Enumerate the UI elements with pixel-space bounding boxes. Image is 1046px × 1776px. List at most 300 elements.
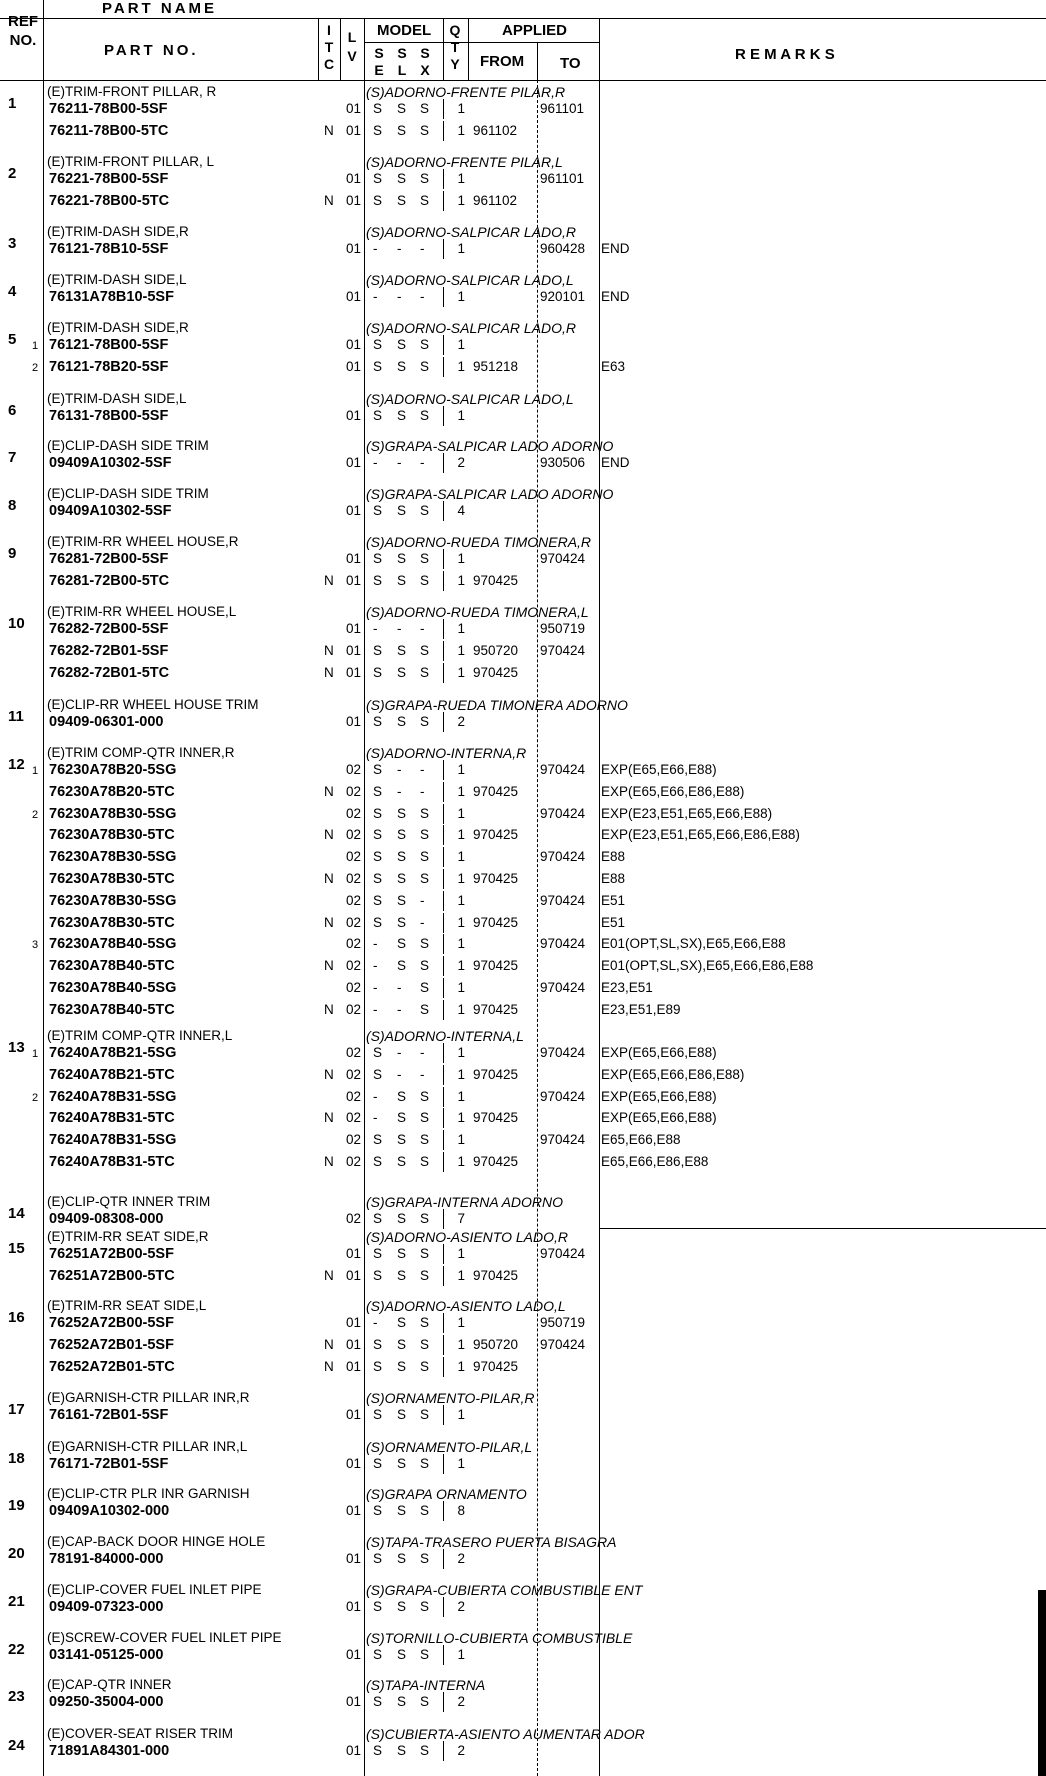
- applied-from: 970425: [473, 664, 519, 680]
- part-name-es: (S)ADORNO-INTERNA,R: [366, 745, 527, 761]
- qty-divider: [443, 1313, 444, 1333]
- model-flag: S: [420, 1315, 430, 1330]
- sub-number: 2: [32, 808, 39, 821]
- part-number: 76230A78B40-5SG: [49, 936, 177, 953]
- part-name-es: (S)ADORNO-ASIENTO LADO,R: [366, 1229, 568, 1245]
- model-flag: S: [373, 1267, 383, 1283]
- model-flag: -: [420, 783, 425, 799]
- ref-number: 22: [8, 1641, 25, 1658]
- part-number: 76221-78B00-5TC: [49, 192, 170, 209]
- applied-from: 970425: [473, 958, 519, 974]
- part-number: 76252A72B01-5SF: [49, 1336, 174, 1353]
- qty-value: 1: [457, 358, 465, 374]
- part-number: 76240A78B31-5TC: [49, 1110, 175, 1127]
- qty-header-t: T: [450, 39, 460, 55]
- part-name-en: (E)TRIM-RR WHEEL HOUSE,L: [47, 604, 237, 619]
- itc-flag: N: [324, 783, 334, 799]
- model-flag: S: [373, 1132, 383, 1148]
- applied-to: 970424: [540, 980, 586, 995]
- applied-from: 970425: [473, 1358, 519, 1374]
- ref-number: 13: [8, 1039, 25, 1056]
- qty-divider: [443, 501, 444, 521]
- model-flag: S: [397, 1088, 407, 1104]
- model-flag: -: [373, 958, 378, 974]
- level-value: 02: [346, 1088, 362, 1104]
- applied-to: 970424: [540, 1132, 586, 1148]
- part-name-es: (S)ADORNO-RUEDA TIMONERA,R: [366, 534, 592, 550]
- itc-flag: N: [324, 192, 334, 208]
- part-number: 76121-78B00-5SF: [49, 337, 169, 353]
- sub-number: 1: [32, 1048, 39, 1060]
- ref-number: 24: [8, 1737, 25, 1754]
- model-flag: S: [397, 871, 407, 886]
- applied-to: 970424: [540, 1088, 586, 1104]
- level-value: 01: [346, 455, 362, 470]
- model-flag: -: [397, 1045, 402, 1060]
- qty-divider: [443, 1335, 444, 1355]
- qty-divider: [443, 1454, 444, 1474]
- qty-divider: [443, 1065, 444, 1085]
- model-flag: S: [397, 1246, 407, 1261]
- model-flag: -: [397, 621, 402, 636]
- ref-header-line1: REF: [8, 13, 38, 30]
- qty-divider: [443, 934, 444, 954]
- qty-divider: [443, 1266, 444, 1286]
- part-name-es: (S)ADORNO-SALPICAR LADO,R: [366, 224, 577, 240]
- model-flag: S: [373, 805, 383, 821]
- model-flag: S: [373, 1503, 383, 1518]
- model-flag: S: [397, 1694, 407, 1709]
- model-flag: S: [397, 958, 407, 974]
- qty-value: 1: [457, 762, 465, 777]
- itc-flag: N: [324, 122, 334, 138]
- part-number: 76230A78B30-5TC: [49, 871, 175, 887]
- qty-divider: [443, 1692, 444, 1712]
- part-name-es: (S)TORNILLO-CUBIERTA COMBUSTIBLE: [366, 1630, 633, 1646]
- model-flag: S: [420, 958, 430, 974]
- part-number: 76230A78B40-5TC: [49, 1001, 175, 1018]
- model-flag: S: [420, 805, 430, 821]
- qty-divider: [443, 847, 444, 867]
- model-flag: S: [420, 1694, 430, 1709]
- model-flag: S: [420, 337, 430, 352]
- applied-to: 970424: [540, 762, 586, 777]
- qty-value: 1: [457, 621, 465, 636]
- ref-number: 6: [8, 402, 17, 419]
- remarks-value: E65,E66,E88: [601, 1132, 681, 1148]
- model-flag: S: [397, 503, 407, 518]
- applied-from: 961102: [473, 122, 518, 138]
- model-flag: S: [397, 914, 407, 930]
- part-number: 09409-08308-000: [49, 1211, 164, 1227]
- model-flag: -: [373, 1088, 378, 1104]
- model-flag: S: [397, 892, 407, 908]
- itc-flag: N: [324, 1066, 334, 1082]
- applied-to: 970424: [540, 1246, 586, 1261]
- level-value: 02: [346, 936, 362, 952]
- part-number: 76251A72B00-5TC: [49, 1267, 175, 1284]
- qty-divider: [443, 239, 444, 259]
- model-flag: S: [397, 1110, 407, 1126]
- ref-number: 23: [8, 1688, 25, 1705]
- model-flag: S: [420, 358, 430, 374]
- qty-value: 1: [457, 914, 465, 930]
- model-flag: -: [397, 241, 402, 256]
- model-flag: S: [397, 805, 407, 821]
- model-flag: S: [373, 122, 383, 138]
- part-name-en: (E)COVER-SEAT RISER TRIM: [47, 1726, 234, 1741]
- applied-to: 970424: [540, 849, 586, 865]
- ref-number: 11: [8, 708, 24, 725]
- remarks-value: EXP(E23,E51,E65,E66,E88): [601, 805, 773, 821]
- part-number: 76240A78B31-5TC: [49, 1154, 175, 1170]
- qty-divider: [443, 287, 444, 307]
- model-flag: S: [420, 171, 430, 186]
- qty-value: 1: [457, 1647, 465, 1662]
- part-number: 76251A72B00-5SF: [49, 1246, 174, 1262]
- qty-divider: [443, 619, 444, 639]
- applied-header: APPLIED: [502, 22, 568, 39]
- qty-value: 1: [457, 827, 465, 843]
- model-flag: S: [397, 1267, 407, 1283]
- ref-number: 8: [8, 497, 17, 514]
- lv-header-l: L: [347, 29, 357, 45]
- part-number: 76161-72B01-5SF: [49, 1407, 169, 1423]
- part-name-es: (S)ADORNO-SALPICAR LADO,R: [366, 320, 577, 336]
- part-name-en: (E)TRIM-DASH SIDE,L: [47, 272, 187, 287]
- qty-value: 1: [457, 1154, 465, 1169]
- qty-divider: [443, 1244, 444, 1264]
- level-value: 02: [346, 1154, 362, 1169]
- from-header: FROM: [480, 53, 525, 70]
- itc-flag: N: [324, 1154, 334, 1169]
- model-flag: S: [373, 1211, 383, 1226]
- qty-divider: [443, 1108, 444, 1128]
- part-name-en: (E)TRIM-RR SEAT SIDE,L: [47, 1298, 207, 1313]
- ref-number: 15: [8, 1240, 25, 1257]
- model-flag: S: [373, 358, 383, 374]
- qty-divider: [443, 1501, 444, 1521]
- applied-to: 970424: [540, 805, 586, 821]
- part-name-es: (S)ADORNO-FRENTE PILAR,L: [366, 154, 563, 170]
- model-flag: S: [397, 1132, 407, 1148]
- part-name-en: (E)CLIP-QTR INNER TRIM: [47, 1194, 211, 1209]
- part-number: 76240A78B31-5SG: [49, 1132, 177, 1149]
- part-number: 76252A72B01-5TC: [49, 1358, 175, 1375]
- applied-from: 970425: [473, 1001, 519, 1017]
- level-value: 01: [346, 642, 362, 658]
- part-name-es: (S)ADORNO-ASIENTO LADO,L: [366, 1298, 566, 1314]
- part-name-es: (S)ADORNO-RUEDA TIMONERA,L: [366, 604, 589, 620]
- part-number: 76230A78B30-5TC: [49, 827, 175, 844]
- applied-from: 970425: [473, 1154, 519, 1169]
- sub-number: 1: [32, 340, 39, 352]
- qty-divider: [443, 1000, 444, 1020]
- part-name-en: (E)TRIM-FRONT PILLAR, L: [47, 154, 215, 169]
- lv-header: [345, 28, 359, 66]
- level-value: 01: [346, 1407, 362, 1422]
- applied-to: 970424: [540, 892, 586, 908]
- qty-divider: [443, 641, 444, 661]
- part-number: 76230A78B40-5SG: [49, 980, 177, 996]
- model-flag: S: [373, 101, 383, 116]
- remarks-value: EXP(E23,E51,E65,E66,E86,E88): [601, 827, 800, 843]
- ref-number: 18: [8, 1450, 25, 1467]
- model-flag: S: [373, 408, 383, 423]
- itc-column-line: [318, 18, 319, 80]
- qty-divider: [443, 1597, 444, 1617]
- model-flag: -: [373, 1001, 378, 1017]
- itc-flag: N: [324, 871, 334, 886]
- ref-number: 5: [8, 331, 17, 348]
- ref-number: 10: [8, 615, 25, 632]
- model-flag: S: [420, 1132, 430, 1148]
- model-flag: S: [420, 1267, 430, 1283]
- model-flag: S: [420, 122, 430, 138]
- part-name-en: (E)SCREW-COVER FUEL INLET PIPE: [47, 1630, 282, 1645]
- applied-to: 960428: [540, 241, 586, 256]
- part-name-en: (E)TRIM COMP-QTR INNER,L: [47, 1028, 233, 1043]
- qty-value: 1: [457, 1246, 465, 1261]
- model-flag: S: [420, 642, 430, 658]
- qty-column-line-left: [443, 18, 444, 80]
- qty-divider: [443, 663, 444, 683]
- qty-divider: [443, 913, 444, 933]
- model-flag: S: [420, 871, 430, 886]
- remarks-value: E23,E51: [601, 980, 653, 995]
- ref-number: 20: [8, 1545, 25, 1562]
- qty-value: 1: [457, 1358, 465, 1374]
- remarks-column-line: [599, 18, 600, 1776]
- qty-column-line-right: [468, 18, 469, 80]
- part-number: 03141-05125-000: [49, 1647, 164, 1663]
- header-top-line: [0, 18, 1046, 19]
- model-flag: S: [397, 1211, 407, 1226]
- part-name-es: (S)ADORNO-SALPICAR LADO,L: [366, 391, 574, 407]
- qty-divider: [443, 825, 444, 845]
- qty-value: 1: [457, 241, 465, 256]
- part-number: 76282-72B01-5TC: [49, 664, 170, 681]
- applied-to: 950719: [540, 1315, 586, 1330]
- part-name-es: (S)ADORNO-INTERNA,L: [366, 1028, 524, 1044]
- qty-value: 1: [457, 642, 465, 658]
- to-header: TO: [560, 55, 581, 72]
- model-flag: S: [397, 1551, 407, 1566]
- model-flag: -: [373, 1315, 378, 1330]
- model-flag: S: [397, 1456, 407, 1471]
- qty-divider: [443, 571, 444, 591]
- itc-header-i: I: [327, 22, 331, 38]
- level-value: 01: [346, 1551, 362, 1566]
- part-name-es: (S)ORNAMENTO-PILAR,R: [366, 1390, 535, 1406]
- page-edge-mark: [1038, 1590, 1046, 1776]
- itc-flag: N: [324, 1110, 334, 1126]
- model-flag: S: [420, 192, 430, 208]
- level-value: 01: [346, 1267, 362, 1283]
- qty-value: 2: [457, 1694, 465, 1709]
- applied-to: 950719: [540, 621, 586, 636]
- model-flag: -: [397, 783, 402, 799]
- remarks-value: EXP(E65,E66,E88): [601, 762, 717, 777]
- level-value: 01: [346, 1315, 362, 1330]
- qty-value: 1: [457, 1088, 465, 1104]
- model-flag: -: [397, 1001, 402, 1017]
- part-name-en: (E)CLIP-COVER FUEL INLET PIPE: [47, 1582, 262, 1597]
- model-flag: -: [373, 621, 378, 636]
- sub-number: 2: [32, 361, 39, 374]
- model-flag: S: [397, 1743, 407, 1758]
- qty-value: 2: [457, 714, 465, 729]
- itc-flag: N: [324, 664, 334, 680]
- part-name-en: (E)GARNISH-CTR PILLAR INR,L: [47, 1439, 248, 1454]
- model-flag: S: [397, 1358, 407, 1374]
- model-flag: S: [397, 122, 407, 138]
- remarks-value: E65,E66,E86,E88: [601, 1154, 709, 1169]
- level-value: 01: [346, 572, 362, 588]
- level-value: 02: [346, 1132, 362, 1148]
- applied-from: 970425: [473, 783, 519, 799]
- model-flag: S: [373, 1743, 383, 1758]
- qty-value: 1: [457, 1267, 465, 1283]
- remarks-value: EXP(E65,E66,E86,E88): [601, 1066, 745, 1082]
- qty-value: 1: [457, 1001, 465, 1017]
- model-flag: -: [397, 1066, 402, 1082]
- part-number: 76230A78B20-5SG: [49, 762, 177, 778]
- level-value: 01: [346, 1647, 362, 1662]
- remarks-value: E01(OPT,SL,SX),E65,E66,E88: [601, 936, 786, 952]
- qty-value: 1: [457, 192, 465, 208]
- qty-value: 1: [457, 1456, 465, 1471]
- model-col-sx: [418, 45, 432, 79]
- model-flag: -: [397, 980, 402, 995]
- model-flag: S: [373, 572, 383, 588]
- model-header: MODEL: [377, 22, 432, 39]
- level-value: 02: [346, 1110, 362, 1126]
- model-flag: S: [420, 1551, 430, 1566]
- applied-from: 950720: [473, 1336, 519, 1352]
- remarks-value: END: [601, 241, 630, 256]
- itc-flag: N: [324, 642, 334, 658]
- qty-value: 1: [457, 1132, 465, 1148]
- part-name-es: (S)GRAPA-INTERNA ADORNO: [366, 1194, 564, 1210]
- model-flag: S: [420, 936, 430, 952]
- part-number: 76282-72B01-5SF: [49, 642, 169, 659]
- level-value: 02: [346, 892, 362, 908]
- part-name-en: (E)CLIP-DASH SIDE TRIM: [47, 486, 209, 501]
- qty-value: 1: [457, 289, 465, 304]
- qty-divider: [443, 1645, 444, 1665]
- model-flag: -: [373, 289, 378, 304]
- part-number: 76230A78B30-5TC: [49, 914, 175, 931]
- level-value: 02: [346, 914, 362, 930]
- model-flag: -: [373, 980, 378, 995]
- model-flag: S: [420, 827, 430, 843]
- remarks-value: EXP(E65,E66,E88): [601, 1045, 717, 1060]
- part-number: 09409-06301-000: [49, 714, 164, 730]
- qty-value: 1: [457, 958, 465, 974]
- part-number: 76240A78B21-5TC: [49, 1066, 175, 1083]
- model-flag: -: [397, 762, 402, 777]
- model-col-sl-1: S: [397, 45, 407, 61]
- itc-flag: N: [324, 827, 334, 843]
- applied-to: 961101: [540, 101, 585, 116]
- qty-value: 1: [457, 551, 465, 566]
- table-section-line: [600, 1228, 1046, 1229]
- ref-number: 9: [8, 545, 17, 562]
- model-flag: S: [373, 551, 383, 566]
- model-flag: S: [420, 1456, 430, 1471]
- model-flag: S: [373, 1694, 383, 1709]
- applied-from: 961102: [473, 192, 518, 208]
- part-number: 76211-78B00-5TC: [49, 122, 169, 139]
- part-name-en: (E)TRIM-RR WHEEL HOUSE,R: [47, 534, 239, 549]
- part-name-es: (S)ADORNO-SALPICAR LADO,L: [366, 272, 574, 288]
- qty-divider: [443, 760, 444, 780]
- part-number: 76121-78B20-5SF: [49, 358, 169, 375]
- sub-number: 2: [32, 1091, 39, 1104]
- model-col-se-2: E: [374, 62, 384, 78]
- model-flag: S: [373, 1358, 383, 1374]
- qty-divider: [443, 804, 444, 824]
- qty-value: 7: [457, 1211, 465, 1226]
- model-flag: S: [420, 1246, 430, 1261]
- qty-value: 4: [457, 503, 465, 518]
- level-value: 02: [346, 805, 362, 821]
- part-name-es: (S)GRAPA ORNAMENTO: [366, 1486, 527, 1502]
- remarks-header: R E M A R K S: [735, 46, 835, 63]
- part-number: 09250-35004-000: [49, 1694, 164, 1710]
- part-number: 76230A78B30-5SG: [49, 849, 177, 866]
- model-flag: -: [420, 289, 425, 304]
- model-flag: -: [373, 455, 378, 470]
- applied-from: 970425: [473, 871, 519, 886]
- part-number: 76240A78B21-5SG: [49, 1045, 177, 1061]
- model-flag: S: [397, 642, 407, 658]
- part-number: 76171-72B01-5SF: [49, 1456, 169, 1472]
- qty-divider: [443, 978, 444, 998]
- level-value: 02: [346, 783, 362, 799]
- itc-flag: N: [324, 1336, 334, 1352]
- remarks-value: E23,E51,E89: [601, 1001, 681, 1017]
- level-value: 01: [346, 358, 362, 374]
- header-bottom-line: [0, 80, 1046, 81]
- part-name-en: (E)GARNISH-CTR PILLAR INR,R: [47, 1390, 250, 1405]
- model-flag: S: [420, 1599, 430, 1614]
- part-name-es: (S)ORNAMENTO-PILAR,L: [366, 1439, 533, 1455]
- ref-number: 12: [8, 756, 25, 773]
- qty-value: 1: [457, 1315, 465, 1330]
- applied-to: 970424: [540, 1336, 586, 1352]
- model-flag: S: [420, 1110, 430, 1126]
- model-flag: S: [397, 849, 407, 865]
- part-number: 71891A84301-000: [49, 1743, 170, 1759]
- part-name-header: PART NAME: [102, 0, 218, 17]
- ref-number: 14: [8, 1205, 25, 1222]
- part-number: 76282-72B00-5SF: [49, 621, 169, 637]
- qty-value: 1: [457, 171, 465, 186]
- sub-number: 1: [32, 765, 39, 777]
- model-flag: -: [397, 289, 402, 304]
- qty-header: [448, 22, 462, 73]
- level-value: 01: [346, 101, 362, 116]
- part-name-en: (E)TRIM-FRONT PILLAR, R: [47, 84, 217, 99]
- part-number: 76121-78B10-5SF: [49, 241, 169, 257]
- model-flag: S: [397, 358, 407, 374]
- remarks-value: E51: [601, 914, 626, 930]
- qty-divider: [443, 782, 444, 802]
- part-name-es: (S)GRAPA-CUBIERTA COMBUSTIBLE ENT: [366, 1582, 643, 1598]
- model-flag: S: [397, 1336, 407, 1352]
